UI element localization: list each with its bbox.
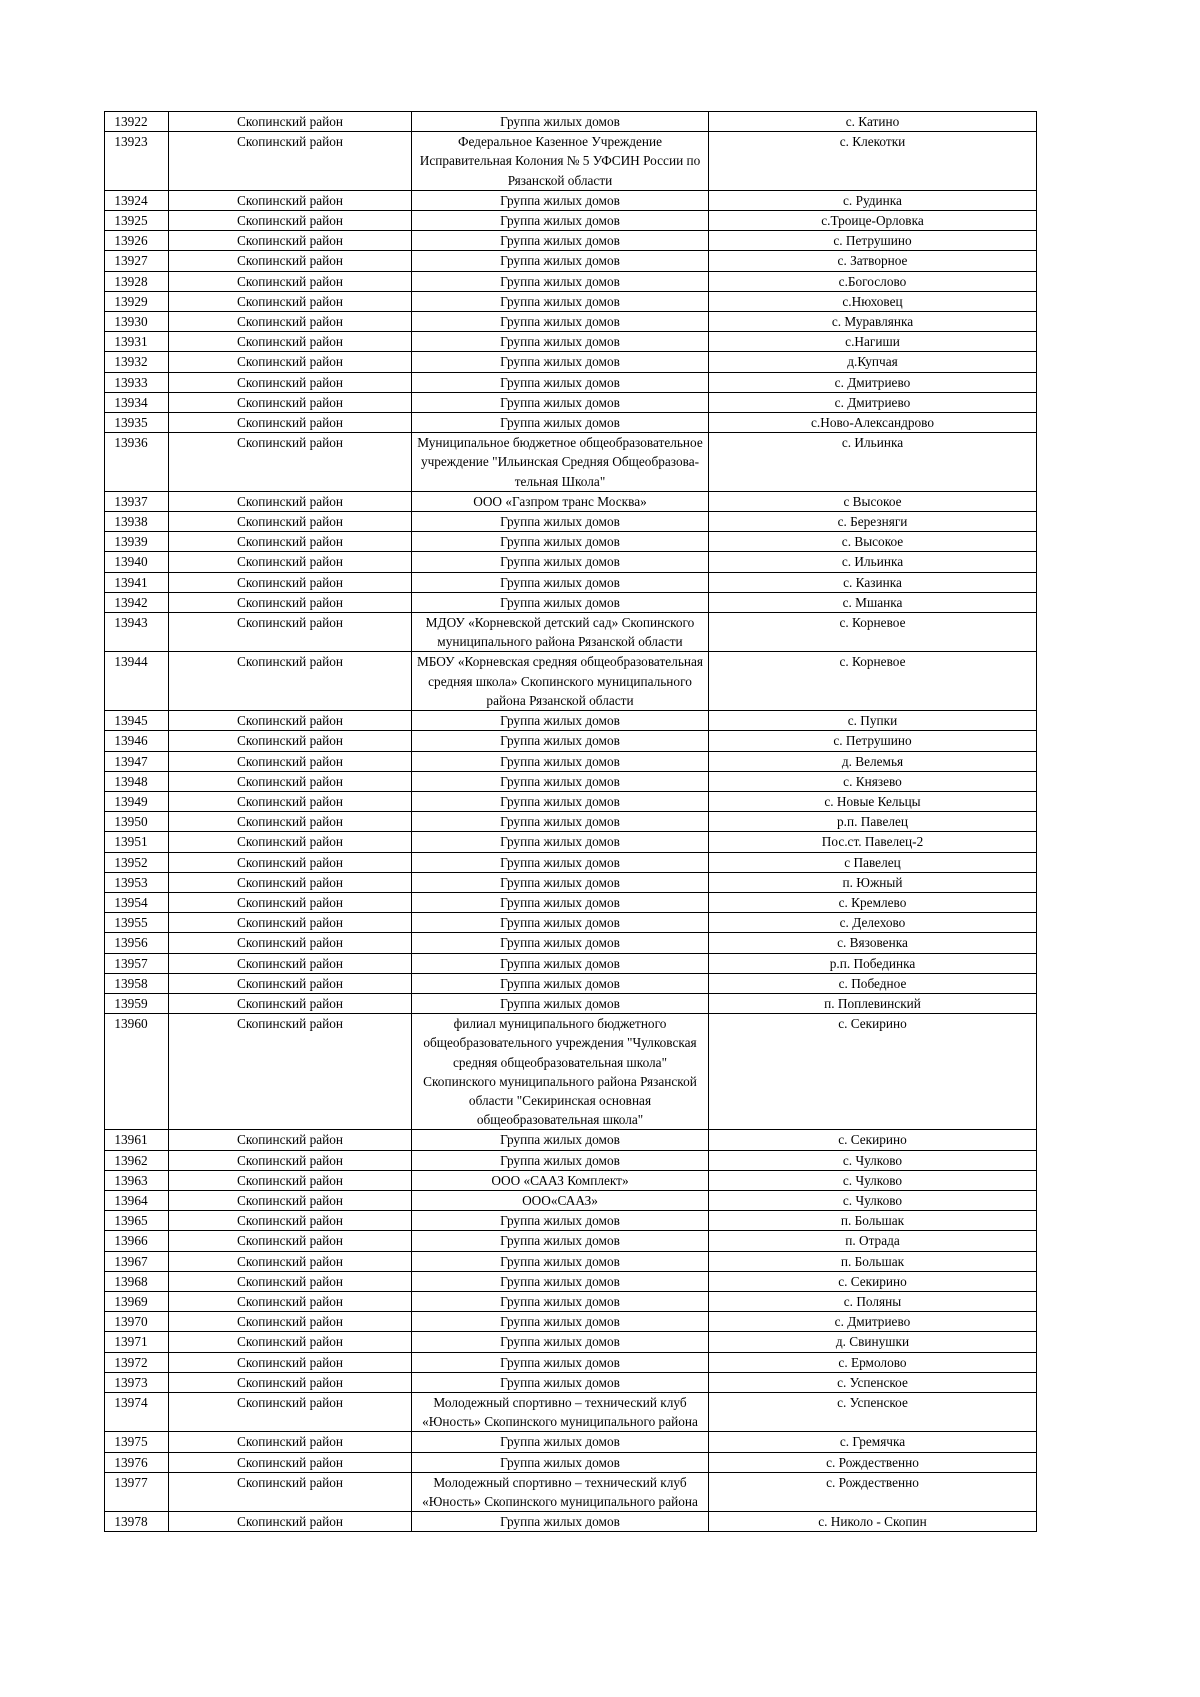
row-number-cell: 13923 <box>105 132 169 191</box>
settlement-cell: с. Рождественно <box>709 1472 1037 1511</box>
row-number-cell: 13942 <box>105 592 169 612</box>
table-row <box>105 372 1037 392</box>
settlement-cell: д. Свинушки <box>709 1332 1037 1352</box>
district-cell: Скопинский район <box>169 892 412 912</box>
settlement-cell: д. Велемья <box>709 751 1037 771</box>
district-cell: Скопинский район <box>169 1472 412 1511</box>
row-number-cell: 13968 <box>105 1271 169 1291</box>
object-cell: Группа жилых домов <box>412 552 709 572</box>
settlement-cell: с.Нюховец <box>709 291 1037 311</box>
settlement-cell: п. Поплевинский <box>709 993 1037 1013</box>
table-body <box>105 112 1037 1532</box>
table-row <box>105 312 1037 332</box>
settlement-cell: с. Вязовенка <box>709 933 1037 953</box>
row-number-cell: 13959 <box>105 993 169 1013</box>
object-cell: Группа жилых домов <box>412 572 709 592</box>
district-cell: Скопинский район <box>169 413 412 433</box>
district-cell: Скопинский район <box>169 190 412 210</box>
row-number-cell: 13930 <box>105 312 169 332</box>
settlement-cell: с. Ермолово <box>709 1352 1037 1372</box>
table-row <box>105 1372 1037 1392</box>
district-cell: Скопинский район <box>169 1352 412 1372</box>
row-number-cell: 13977 <box>105 1472 169 1511</box>
district-cell: Скопинский район <box>169 993 412 1013</box>
object-cell: Группа жилых домов <box>412 1432 709 1452</box>
settlement-cell: с. Победное <box>709 973 1037 993</box>
object-cell: Молодежный спортивно – технический клуб «Юность» Скопинского муниципального района <box>412 1472 709 1511</box>
object-cell: Группа жилых домов <box>412 1271 709 1291</box>
district-cell: Скопинский район <box>169 312 412 332</box>
object-cell: Федеральное Казенное Учреждение Исправительная Колония № 5 УФСИН России по Рязанской области <box>412 132 709 191</box>
settlement-cell: с. Делехово <box>709 913 1037 933</box>
row-number-cell: 13929 <box>105 291 169 311</box>
row-number-cell: 13970 <box>105 1312 169 1332</box>
table-row <box>105 231 1037 251</box>
table-row <box>105 1291 1037 1311</box>
settlement-cell: с. Казинка <box>709 572 1037 592</box>
table-row <box>105 751 1037 771</box>
district-cell: Скопинский район <box>169 973 412 993</box>
row-number-cell: 13928 <box>105 271 169 291</box>
row-number-cell: 13944 <box>105 652 169 711</box>
row-number-cell: 13936 <box>105 433 169 492</box>
row-number-cell: 13971 <box>105 1332 169 1352</box>
settlement-cell: с. Чулково <box>709 1170 1037 1190</box>
object-cell: Группа жилых домов <box>412 913 709 933</box>
row-number-cell: 13969 <box>105 1291 169 1311</box>
table-row <box>105 1472 1037 1511</box>
settlement-cell: с. Высокое <box>709 532 1037 552</box>
object-cell: Группа жилых домов <box>412 953 709 973</box>
table-row <box>105 993 1037 1013</box>
settlement-cell: с Высокое <box>709 491 1037 511</box>
settlement-cell: с. Кремлево <box>709 892 1037 912</box>
settlement-cell: с. Клекотки <box>709 132 1037 191</box>
table-row <box>105 1332 1037 1352</box>
settlement-cell: с. Пупки <box>709 711 1037 731</box>
settlement-cell: р.п. Павелец <box>709 812 1037 832</box>
district-cell: Скопинский район <box>169 852 412 872</box>
district-cell: Скопинский район <box>169 132 412 191</box>
district-cell: Скопинский район <box>169 392 412 412</box>
object-cell: Группа жилых домов <box>412 312 709 332</box>
settlement-cell: с. Николо - Скопин <box>709 1512 1037 1532</box>
table-row <box>105 532 1037 552</box>
row-number-cell: 13957 <box>105 953 169 973</box>
district-cell: Скопинский район <box>169 791 412 811</box>
object-cell: Группа жилых домов <box>412 112 709 132</box>
table-row <box>105 271 1037 291</box>
object-cell: Группа жилых домов <box>412 993 709 1013</box>
object-cell: Группа жилых домов <box>412 1231 709 1251</box>
row-number-cell: 13974 <box>105 1393 169 1432</box>
district-cell: Скопинский район <box>169 711 412 731</box>
settlement-cell: с. Березняги <box>709 512 1037 532</box>
table-row <box>105 1150 1037 1170</box>
table-row <box>105 1014 1037 1130</box>
district-cell: Скопинский район <box>169 1271 412 1291</box>
row-number-cell: 13956 <box>105 933 169 953</box>
settlement-cell: с. Чулково <box>709 1190 1037 1210</box>
table-row <box>105 512 1037 532</box>
table-row <box>105 112 1037 132</box>
row-number-cell: 13955 <box>105 913 169 933</box>
table-row <box>105 552 1037 572</box>
settlement-cell: с. Дмитриево <box>709 392 1037 412</box>
table-row <box>105 852 1037 872</box>
row-number-cell: 13934 <box>105 392 169 412</box>
settlements-table <box>104 111 1037 1532</box>
settlement-cell: с. Князево <box>709 771 1037 791</box>
table-row <box>105 1130 1037 1150</box>
object-cell: Группа жилых домов <box>412 1291 709 1311</box>
table-row <box>105 433 1037 492</box>
table-row <box>105 251 1037 271</box>
row-number-cell: 13935 <box>105 413 169 433</box>
table-row <box>105 332 1037 352</box>
settlement-cell: с. Петрушино <box>709 231 1037 251</box>
settlement-cell: с. Мшанка <box>709 592 1037 612</box>
row-number-cell: 13938 <box>105 512 169 532</box>
table-row <box>105 711 1037 731</box>
row-number-cell: 13966 <box>105 1231 169 1251</box>
district-cell: Скопинский район <box>169 1231 412 1251</box>
settlement-cell: с. Успенское <box>709 1393 1037 1432</box>
settlement-cell: с.Ново-Александрово <box>709 413 1037 433</box>
district-cell: Скопинский район <box>169 112 412 132</box>
object-cell: Группа жилых домов <box>412 231 709 251</box>
table-row <box>105 1452 1037 1472</box>
row-number-cell: 13961 <box>105 1130 169 1150</box>
settlement-cell: п. Большак <box>709 1211 1037 1231</box>
row-number-cell: 13950 <box>105 812 169 832</box>
row-number-cell: 13958 <box>105 973 169 993</box>
table-row <box>105 913 1037 933</box>
table-row <box>105 771 1037 791</box>
table-row <box>105 1312 1037 1332</box>
table-row <box>105 731 1037 751</box>
settlement-cell: с. Секирино <box>709 1271 1037 1291</box>
district-cell: Скопинский район <box>169 352 412 372</box>
object-cell: Группа жилых домов <box>412 933 709 953</box>
table-row <box>105 613 1037 652</box>
district-cell: Скопинский район <box>169 211 412 231</box>
district-cell: Скопинский район <box>169 832 412 852</box>
district-cell: Скопинский район <box>169 771 412 791</box>
table-row <box>105 572 1037 592</box>
object-cell: Группа жилых домов <box>412 190 709 210</box>
district-cell: Скопинский район <box>169 291 412 311</box>
object-cell: МДОУ «Корневской детский сад» Скопинского муниципального района Рязанской области <box>412 613 709 652</box>
object-cell: Группа жилых домов <box>412 1332 709 1352</box>
district-cell: Скопинский район <box>169 953 412 973</box>
object-cell: Группа жилых домов <box>412 711 709 731</box>
district-cell: Скопинский район <box>169 231 412 251</box>
district-cell: Скопинский район <box>169 251 412 271</box>
table-row <box>105 1393 1037 1432</box>
district-cell: Скопинский район <box>169 372 412 392</box>
object-cell: Группа жилых домов <box>412 832 709 852</box>
object-cell: ООО «Газпром транс Москва» <box>412 491 709 511</box>
district-cell: Скопинский район <box>169 751 412 771</box>
table-row <box>105 1352 1037 1372</box>
row-number-cell: 13976 <box>105 1452 169 1472</box>
district-cell: Скопинский район <box>169 552 412 572</box>
district-cell: Скопинский район <box>169 1452 412 1472</box>
district-cell: Скопинский район <box>169 1372 412 1392</box>
row-number-cell: 13941 <box>105 572 169 592</box>
row-number-cell: 13927 <box>105 251 169 271</box>
table-row <box>105 211 1037 231</box>
settlement-cell: с. Корневое <box>709 613 1037 652</box>
object-cell: Группа жилых домов <box>412 812 709 832</box>
object-cell: Группа жилых домов <box>412 1150 709 1170</box>
object-cell: Группа жилых домов <box>412 1312 709 1332</box>
table-row <box>105 1170 1037 1190</box>
district-cell: Скопинский район <box>169 1332 412 1352</box>
object-cell: Группа жилых домов <box>412 332 709 352</box>
object-cell: Группа жилых домов <box>412 251 709 271</box>
settlement-cell: д.Купчая <box>709 352 1037 372</box>
table-row <box>105 291 1037 311</box>
table-row <box>105 832 1037 852</box>
object-cell: Группа жилых домов <box>412 1372 709 1392</box>
settlement-cell: с. Гремячка <box>709 1432 1037 1452</box>
object-cell: ООО «СААЗ Комплект» <box>412 1170 709 1190</box>
table-row <box>105 892 1037 912</box>
table-row <box>105 1251 1037 1271</box>
table-row <box>105 973 1037 993</box>
object-cell: Группа жилых домов <box>412 872 709 892</box>
row-number-cell: 13972 <box>105 1352 169 1372</box>
settlement-cell: с.Нагиши <box>709 332 1037 352</box>
object-cell: Группа жилых домов <box>412 1512 709 1532</box>
row-number-cell: 13925 <box>105 211 169 231</box>
district-cell: Скопинский район <box>169 572 412 592</box>
table-row <box>105 812 1037 832</box>
district-cell: Скопинский район <box>169 1190 412 1210</box>
row-number-cell: 13963 <box>105 1170 169 1190</box>
row-number-cell: 13948 <box>105 771 169 791</box>
settlement-cell: Пос.ст. Павелец-2 <box>709 832 1037 852</box>
settlement-cell: п. Большак <box>709 1251 1037 1271</box>
settlement-cell: п. Южный <box>709 872 1037 892</box>
district-cell: Скопинский район <box>169 613 412 652</box>
district-cell: Скопинский район <box>169 1170 412 1190</box>
row-number-cell: 13943 <box>105 613 169 652</box>
object-cell: Муниципальное бюджетное общеобразовательное учреждение "Ильинская Средняя Общеобразова-тельная Школа" <box>412 433 709 492</box>
table-row <box>105 413 1037 433</box>
row-number-cell: 13922 <box>105 112 169 132</box>
row-number-cell: 13965 <box>105 1211 169 1231</box>
district-cell: Скопинский район <box>169 1393 412 1432</box>
district-cell: Скопинский район <box>169 491 412 511</box>
district-cell: Скопинский район <box>169 271 412 291</box>
table-row <box>105 392 1037 412</box>
district-cell: Скопинский район <box>169 332 412 352</box>
district-cell: Скопинский район <box>169 1211 412 1231</box>
object-cell: Молодежный спортивно – технический клуб «Юность» Скопинского муниципального района <box>412 1393 709 1432</box>
table-row <box>105 1190 1037 1210</box>
row-number-cell: 13940 <box>105 552 169 572</box>
district-cell: Скопинский район <box>169 913 412 933</box>
object-cell: Группа жилых домов <box>412 973 709 993</box>
district-cell: Скопинский район <box>169 1432 412 1452</box>
row-number-cell: 13962 <box>105 1150 169 1170</box>
object-cell: Группа жилых домов <box>412 592 709 612</box>
table-row <box>105 491 1037 511</box>
object-cell: Группа жилых домов <box>412 791 709 811</box>
object-cell: Группа жилых домов <box>412 512 709 532</box>
row-number-cell: 13937 <box>105 491 169 511</box>
row-number-cell: 13939 <box>105 532 169 552</box>
district-cell: Скопинский район <box>169 1251 412 1271</box>
settlement-cell: с. Рудинка <box>709 190 1037 210</box>
settlement-cell: с. Ильинка <box>709 552 1037 572</box>
table-row <box>105 933 1037 953</box>
table-row <box>105 352 1037 372</box>
settlement-cell: с. Рождественно <box>709 1452 1037 1472</box>
settlement-cell: р.п. Побединка <box>709 953 1037 973</box>
table-row <box>105 1432 1037 1452</box>
settlement-cell: с. Успенское <box>709 1372 1037 1392</box>
row-number-cell: 13951 <box>105 832 169 852</box>
object-cell: Группа жилых домов <box>412 731 709 751</box>
settlement-cell: с. Катино <box>709 112 1037 132</box>
settlement-cell: с. Муравлянка <box>709 312 1037 332</box>
settlement-cell: с. Чулково <box>709 1150 1037 1170</box>
district-cell: Скопинский район <box>169 433 412 492</box>
object-cell: филиал муниципального бюджетного общеобразовательного учреждения "Чулковская средняя общеобразовательная школа" Скопинского муниципального района Рязанской области "Секиринская основная общеобразовательная школа" <box>412 1014 709 1130</box>
row-number-cell: 13952 <box>105 852 169 872</box>
table-row <box>105 652 1037 711</box>
settlement-cell: с. Затворное <box>709 251 1037 271</box>
district-cell: Скопинский район <box>169 731 412 751</box>
table-row <box>105 1271 1037 1291</box>
settlement-cell: с. Новые Кельцы <box>709 791 1037 811</box>
settlement-cell: с. Секирино <box>709 1130 1037 1150</box>
district-cell: Скопинский район <box>169 652 412 711</box>
row-number-cell: 13960 <box>105 1014 169 1130</box>
row-number-cell: 13949 <box>105 791 169 811</box>
district-cell: Скопинский район <box>169 1130 412 1150</box>
row-number-cell: 13978 <box>105 1512 169 1532</box>
settlement-cell: с.Богослово <box>709 271 1037 291</box>
district-cell: Скопинский район <box>169 812 412 832</box>
row-number-cell: 13931 <box>105 332 169 352</box>
object-cell: Группа жилых домов <box>412 751 709 771</box>
settlement-cell: с. Поляны <box>709 1291 1037 1311</box>
table-row <box>105 1211 1037 1231</box>
district-cell: Скопинский район <box>169 1014 412 1130</box>
district-cell: Скопинский район <box>169 532 412 552</box>
row-number-cell: 13975 <box>105 1432 169 1452</box>
object-cell: ООО«СААЗ» <box>412 1190 709 1210</box>
object-cell: Группа жилых домов <box>412 271 709 291</box>
row-number-cell: 13953 <box>105 872 169 892</box>
settlement-cell: с.Троице-Орловка <box>709 211 1037 231</box>
object-cell: Группа жилых домов <box>412 352 709 372</box>
table-row <box>105 132 1037 191</box>
settlement-cell: с. Ильинка <box>709 433 1037 492</box>
settlement-cell: с. Петрушино <box>709 731 1037 751</box>
object-cell: Группа жилых домов <box>412 892 709 912</box>
table-row <box>105 791 1037 811</box>
table-row <box>105 190 1037 210</box>
object-cell: Группа жилых домов <box>412 372 709 392</box>
object-cell: Группа жилых домов <box>412 1352 709 1372</box>
district-cell: Скопинский район <box>169 512 412 532</box>
table-row <box>105 592 1037 612</box>
settlement-cell: с. Дмитриево <box>709 1312 1037 1332</box>
row-number-cell: 13933 <box>105 372 169 392</box>
object-cell: Группа жилых домов <box>412 211 709 231</box>
object-cell: Группа жилых домов <box>412 392 709 412</box>
object-cell: Группа жилых домов <box>412 291 709 311</box>
settlement-cell: с. Дмитриево <box>709 372 1037 392</box>
settlement-cell: с Павелец <box>709 852 1037 872</box>
object-cell: Группа жилых домов <box>412 1130 709 1150</box>
table-row <box>105 1512 1037 1532</box>
district-cell: Скопинский район <box>169 872 412 892</box>
object-cell: Группа жилых домов <box>412 1251 709 1271</box>
row-number-cell: 13964 <box>105 1190 169 1210</box>
object-cell: Группа жилых домов <box>412 1452 709 1472</box>
row-number-cell: 13954 <box>105 892 169 912</box>
object-cell: Группа жилых домов <box>412 1211 709 1231</box>
row-number-cell: 13932 <box>105 352 169 372</box>
row-number-cell: 13947 <box>105 751 169 771</box>
object-cell: Группа жилых домов <box>412 771 709 791</box>
row-number-cell: 13924 <box>105 190 169 210</box>
settlement-cell: п. Отрада <box>709 1231 1037 1251</box>
district-cell: Скопинский район <box>169 592 412 612</box>
district-cell: Скопинский район <box>169 933 412 953</box>
object-cell: Группа жилых домов <box>412 532 709 552</box>
table-row <box>105 953 1037 973</box>
row-number-cell: 13946 <box>105 731 169 751</box>
district-cell: Скопинский район <box>169 1150 412 1170</box>
district-cell: Скопинский район <box>169 1312 412 1332</box>
object-cell: Группа жилых домов <box>412 413 709 433</box>
table-row <box>105 1231 1037 1251</box>
district-cell: Скопинский район <box>169 1291 412 1311</box>
row-number-cell: 13926 <box>105 231 169 251</box>
row-number-cell: 13945 <box>105 711 169 731</box>
object-cell: МБОУ «Корневская средняя общеобразовательная средняя школа» Скопинского муниципального района Рязанской области <box>412 652 709 711</box>
row-number-cell: 13973 <box>105 1372 169 1392</box>
settlement-cell: с. Секирино <box>709 1014 1037 1130</box>
row-number-cell: 13967 <box>105 1251 169 1271</box>
object-cell: Группа жилых домов <box>412 852 709 872</box>
district-cell: Скопинский район <box>169 1512 412 1532</box>
table-row <box>105 872 1037 892</box>
settlement-cell: с. Корневое <box>709 652 1037 711</box>
